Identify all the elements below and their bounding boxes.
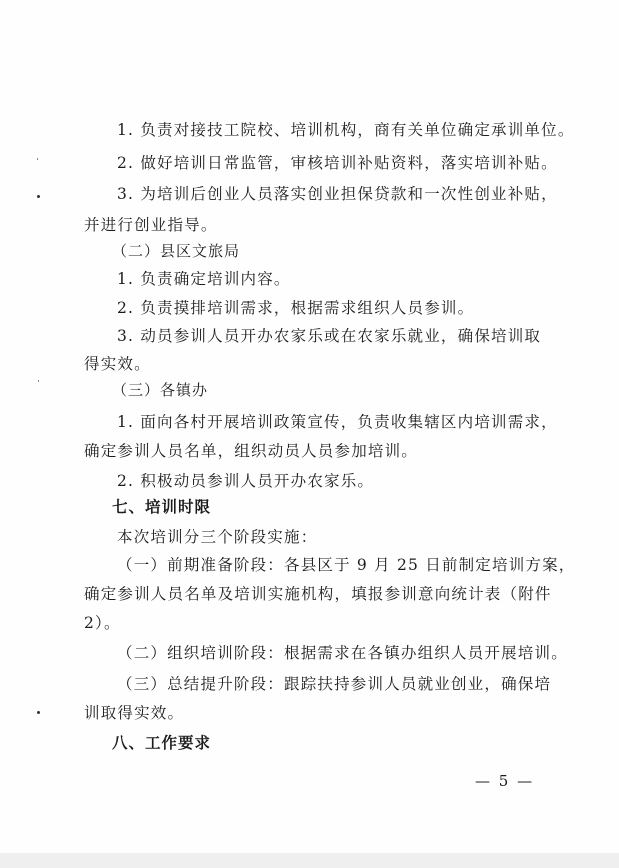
text-line-13: 2. 积极动员参训人员开办农家乐。: [117, 472, 375, 490]
text-line-16: （一）前期准备阶段：各县区于 9 月 25 日前制定培训方案，: [117, 556, 576, 574]
section-heading-towns: （三）各镇办: [112, 381, 209, 399]
text-line-3: 3. 为培训后创业人员落实创业担保贷款和一次性创业补贴，: [117, 185, 558, 203]
text-line-15: 本次培训分三个阶段实施：: [117, 528, 318, 546]
text-line-7: 2. 负责摸排培训需求，根据需求组织人员参训。: [117, 299, 475, 317]
text-line-17: 确定参训人员名单及培训实施机构，填报参训意向统计表（附件: [84, 585, 552, 603]
text-line-6: 1. 负责确定培训内容。: [117, 270, 291, 288]
text-line-8: 3. 动员参训人员开办农家乐或在农家乐就业，确保培训取: [117, 327, 542, 345]
section-heading-county-culture: （二）县区文旅局: [112, 242, 241, 260]
scan-bottom-edge: [0, 853, 619, 868]
scan-speck: [37, 158, 38, 160]
text-line-4: 并进行创业指导。: [84, 216, 218, 234]
page-number: — 5 —: [475, 772, 535, 790]
text-line-19: （二）组织培训阶段：根据需求在各镇办组织人员开展培训。: [117, 644, 568, 662]
text-line-21: 训取得实效。: [84, 704, 185, 722]
text-line-1: 1. 负责对接技工院校、培训机构，商有关单位确定承训单位。: [117, 121, 575, 139]
text-line-18: 2）。: [84, 614, 121, 632]
text-line-11: 1. 面向各村开展培训政策宣传，负责收集辖区内培训需求，: [117, 413, 558, 431]
scan-speck: [38, 380, 39, 382]
section-heading-work-requirements: 八、工作要求: [112, 734, 212, 752]
text-line-9: 得实效。: [84, 355, 151, 373]
scan-speck: [37, 195, 40, 198]
text-line-12: 确定参训人员名单，组织动员人员参加培训。: [84, 442, 419, 460]
text-line-20: （三）总结提升阶段：跟踪扶持参训人员就业创业，确保培: [117, 675, 552, 693]
section-heading-training-period: 七、培训时限: [112, 498, 212, 516]
text-line-2: 2. 做好培训日常监管，审核培训补贴资料，落实培训补贴。: [117, 154, 558, 172]
scan-speck: [37, 711, 40, 714]
